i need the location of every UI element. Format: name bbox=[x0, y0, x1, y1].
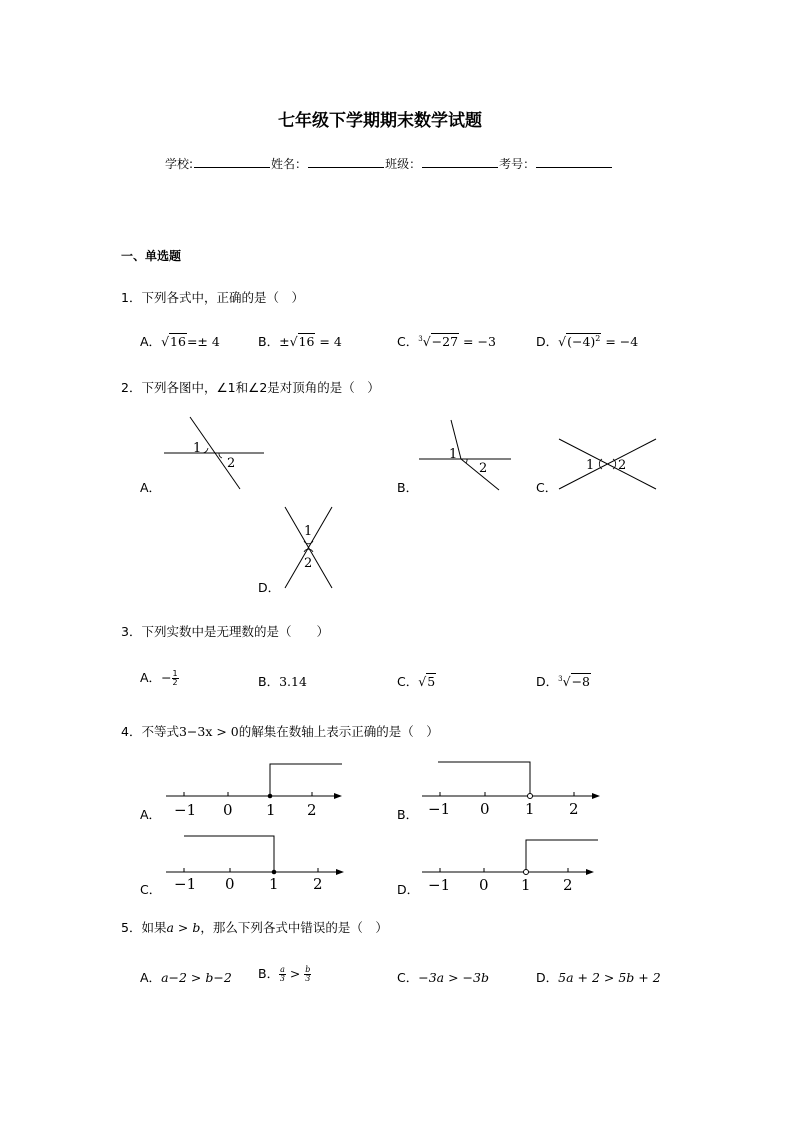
name-blank[interactable] bbox=[308, 154, 384, 168]
question-3-stem: 3．下列实数中是无理数的是（ ） bbox=[121, 624, 329, 639]
angle-1-label: 1 bbox=[449, 447, 458, 462]
page-title: 七年级下学期期末数学试题 bbox=[278, 111, 482, 131]
school-blank[interactable] bbox=[194, 154, 270, 168]
q2-option-b-label[interactable]: B． bbox=[397, 480, 419, 495]
class-blank[interactable] bbox=[422, 154, 498, 168]
q2-figure-c bbox=[556, 435, 660, 493]
svg-text:0: 0 bbox=[223, 801, 233, 819]
q5-option-b[interactable]: B． $\frac{a}{3}$ > $\frac{b}{3}$ bbox=[258, 965, 311, 983]
q2-option-d-label[interactable]: D． bbox=[258, 580, 281, 595]
svg-text:−1: −1 bbox=[174, 801, 197, 819]
q4-number-line-a bbox=[160, 760, 350, 820]
angle-2-label: 2 bbox=[227, 456, 236, 471]
q4-option-b-label[interactable]: B． bbox=[397, 807, 419, 822]
section-heading: 一、单选题 bbox=[121, 249, 182, 263]
svg-text:2: 2 bbox=[313, 875, 323, 893]
q3-option-c[interactable]: C．√5 bbox=[397, 674, 436, 689]
q5-option-a[interactable]: A．a−2 > b−2 bbox=[140, 970, 232, 985]
q2-figure-b bbox=[415, 418, 515, 492]
q5-option-c[interactable]: C．−3a > −3b bbox=[397, 970, 489, 985]
q5-option-d[interactable]: D．5a + 2 > 5b + 2 bbox=[536, 970, 661, 985]
school-label: 学校: bbox=[165, 157, 194, 171]
q1-option-a[interactable]: A．√16=± 4 bbox=[140, 334, 220, 349]
svg-text:−1: −1 bbox=[428, 800, 451, 818]
angle-1-label: 1 bbox=[304, 524, 313, 539]
class-label: 班级： bbox=[385, 157, 422, 171]
q3-option-a[interactable]: A．− $\frac{1}{2}$ bbox=[140, 669, 178, 687]
q4-number-line-d bbox=[418, 836, 608, 896]
q1-option-d[interactable]: D．$√(-4)^2 = -4$ bbox=[536, 333, 639, 349]
q2-option-a-label[interactable]: A． bbox=[140, 480, 162, 495]
q2-option-c-label[interactable]: C． bbox=[536, 480, 558, 495]
angle-2-label: 2 bbox=[304, 556, 313, 571]
q1-option-b[interactable]: B．±√16 = 4 bbox=[258, 334, 342, 349]
q3-option-b[interactable]: B．3.14 bbox=[258, 674, 307, 689]
svg-text:2: 2 bbox=[569, 800, 579, 818]
svg-text:1: 1 bbox=[521, 876, 531, 894]
svg-text:2: 2 bbox=[563, 876, 573, 894]
exam-no-blank[interactable] bbox=[536, 154, 612, 168]
question-1-stem: 1．下列各式中，正确的是（ ） bbox=[121, 290, 304, 305]
svg-text:−1: −1 bbox=[174, 875, 197, 893]
q4-option-a-label[interactable]: A． bbox=[140, 807, 162, 822]
q4-option-c-label[interactable]: C． bbox=[140, 882, 162, 897]
question-2-stem: 2．下列各图中，∠1和∠2是对顶角的是（ ） bbox=[121, 380, 380, 395]
angle-1-label: 1 bbox=[193, 441, 202, 456]
svg-text:0: 0 bbox=[225, 875, 235, 893]
question-4-stem: 4．不等式3−3x > 0的解集在数轴上表示正确的是（ ） bbox=[121, 724, 439, 739]
svg-text:0: 0 bbox=[479, 876, 489, 894]
q4-number-line-b bbox=[418, 758, 608, 818]
angle-2-label: 2 bbox=[479, 461, 488, 476]
q4-number-line-c bbox=[160, 832, 350, 892]
q1-option-c[interactable]: C．$^3$√−27 = −3 bbox=[397, 334, 496, 349]
q3-option-d[interactable]: D．$^3$√−8 bbox=[536, 674, 591, 689]
question-5-stem: 5．如果a > b，那么下列各式中错误的是（ ） bbox=[121, 920, 388, 935]
svg-text:1: 1 bbox=[525, 800, 535, 818]
svg-text:−1: −1 bbox=[428, 876, 451, 894]
name-label: 姓名： bbox=[271, 157, 308, 171]
angle-2-label: 2 bbox=[618, 458, 627, 473]
angle-1-label: 1 bbox=[586, 458, 595, 473]
exam-no-label: 考号： bbox=[499, 157, 536, 171]
q2-figure-a bbox=[160, 414, 270, 494]
student-info-line bbox=[165, 154, 613, 172]
svg-text:1: 1 bbox=[266, 801, 276, 819]
svg-text:2: 2 bbox=[307, 801, 317, 819]
svg-text:1: 1 bbox=[269, 875, 279, 893]
q4-option-d-label[interactable]: D． bbox=[397, 882, 420, 897]
svg-text:0: 0 bbox=[480, 800, 490, 818]
q2-figure-d bbox=[282, 504, 338, 592]
